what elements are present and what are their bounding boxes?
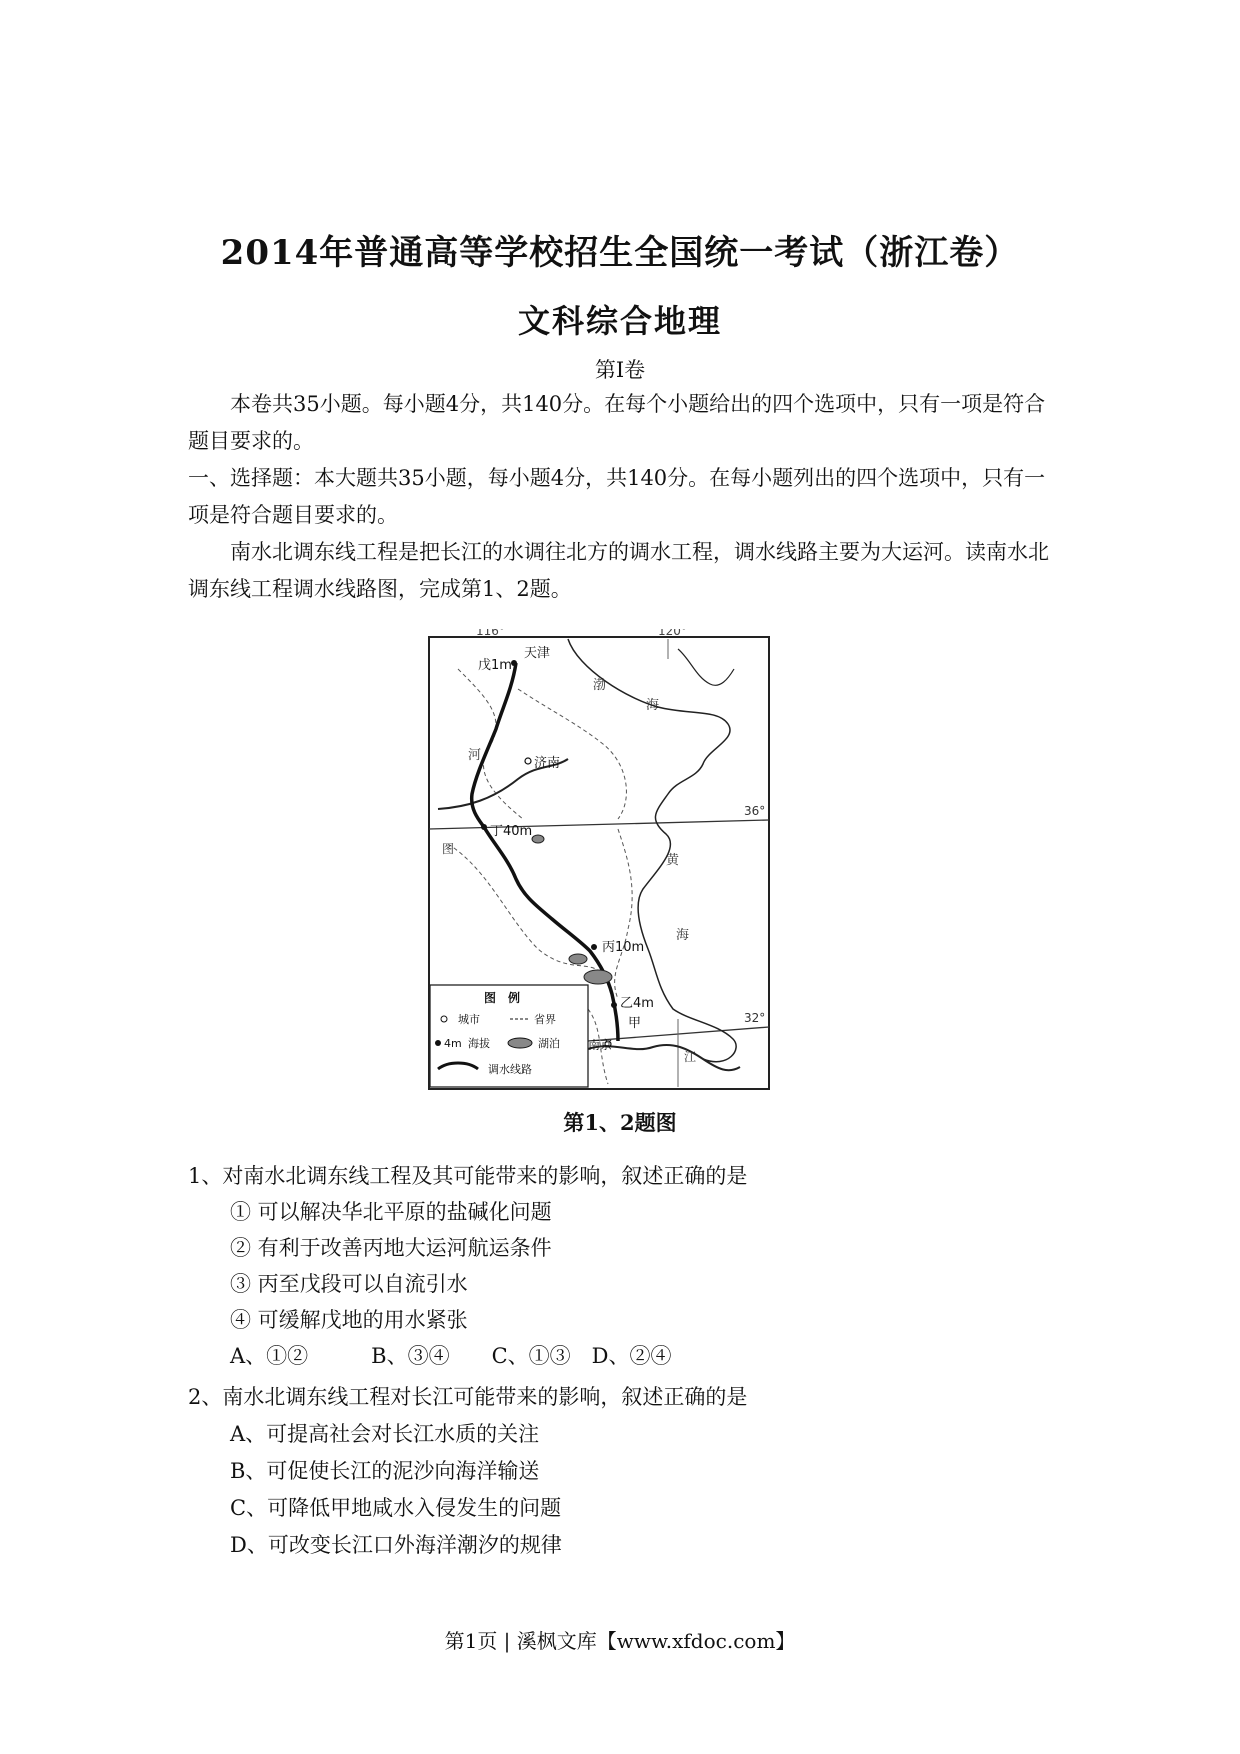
- tianjin-label: 天津: [524, 646, 551, 661]
- q2-stem: 2、南水北调东线工程对长江可能带来的影响，叙述正确的是: [188, 1385, 748, 1409]
- legend-route: 调水线路: [488, 1063, 532, 1076]
- point-wu-label: 戊1m: [478, 658, 512, 673]
- q1-choices: A、①② B、③④ C、①③ D、②④: [230, 1344, 672, 1368]
- point-bing-label: 丙10m: [602, 940, 645, 955]
- map-legend: [430, 985, 588, 1087]
- page-footer: 第1页 | 溪枫文库【www.xfdoc.com】: [444, 1629, 796, 1653]
- lat-36-label: 36°: [744, 804, 766, 818]
- exam-title: 2014年普通高等学校招生全国统一考试（浙江卷）: [220, 233, 1020, 273]
- legend-lake: 湖泊: [538, 1037, 560, 1050]
- q1-item-4: ④ 可缓解戊地的用水紧张: [230, 1308, 468, 1332]
- legend-elev-sample: 4m: [444, 1037, 462, 1050]
- map-tu-label: 图: [442, 842, 455, 856]
- q1-item-1: ① 可以解决华北平原的盐碱化问题: [230, 1200, 552, 1224]
- bohai-label-1: 渤: [593, 678, 607, 693]
- legend-city: 城市: [458, 1013, 480, 1026]
- yellow-sea-label-2: 海: [676, 928, 690, 943]
- lon-120-label: 120°: [658, 629, 687, 638]
- point-ding-label: 丁40m: [490, 824, 533, 839]
- jinan-marker: [525, 758, 531, 764]
- point-yi-marker: [611, 1002, 617, 1008]
- q1-stem: 1、对南水北调东线工程及其可能带来的影响，叙述正确的是: [188, 1164, 748, 1188]
- bohai-label-2: 海: [646, 698, 660, 713]
- lat-32-label: 32°: [744, 1011, 766, 1025]
- q1-item-3: ③ 丙至戊段可以自流引水: [230, 1272, 468, 1296]
- point-yi-label: 乙4m: [620, 996, 654, 1011]
- jinan-label: 济南: [534, 756, 561, 771]
- legend-border: 省界: [534, 1013, 556, 1026]
- exam-subtitle: 文科综合地理: [517, 302, 722, 340]
- jiang-label: 江: [684, 1050, 697, 1064]
- volume-label: 第Ⅰ卷: [594, 358, 646, 382]
- lon-116-label: 116°: [476, 629, 505, 638]
- section-paragraph: 一、选择题：本大题共35小题，每小题4分，共140分。在每小题列出的四个选项中，只有一项是符合题目要求的。: [188, 466, 1046, 527]
- river-label: 河: [468, 748, 482, 763]
- q2-option-b: B、可促使长江的泥沙向海洋输送: [230, 1459, 540, 1483]
- q1-item-2: ② 有利于改善丙地大运河航运条件: [230, 1236, 552, 1260]
- point-bing-marker: [591, 944, 597, 950]
- q2-option-d: D、可改变长江口外海洋潮汐的规律: [230, 1533, 562, 1557]
- intro-paragraph: 本卷共35小题。每小题4分，共140分。在每个小题给出的四个选项中，只有一项是符合题目要求的。: [188, 392, 1046, 453]
- route-map: [428, 629, 770, 1091]
- stem-paragraph: 南水北调东线工程是把长江的水调往北方的调水工程，调水线路主要为大运河。读南水北调东线工程调水线路图，完成第1、2题。: [188, 540, 1049, 601]
- q2-option-c: C、可降低甲地咸水入侵发生的问题: [230, 1496, 562, 1520]
- point-ding-marker: [481, 824, 487, 830]
- q2-option-a: A、可提高社会对长江水质的关注: [230, 1422, 540, 1446]
- nanjing-label: 南京: [588, 1038, 613, 1052]
- legend-elev: 海拔: [468, 1037, 490, 1050]
- point-jia-label: 甲: [628, 1016, 642, 1031]
- legend-title: 图 例: [484, 991, 521, 1005]
- map-caption: 第1、2题图: [563, 1110, 677, 1135]
- yellow-sea-label-1: 黄: [666, 853, 680, 868]
